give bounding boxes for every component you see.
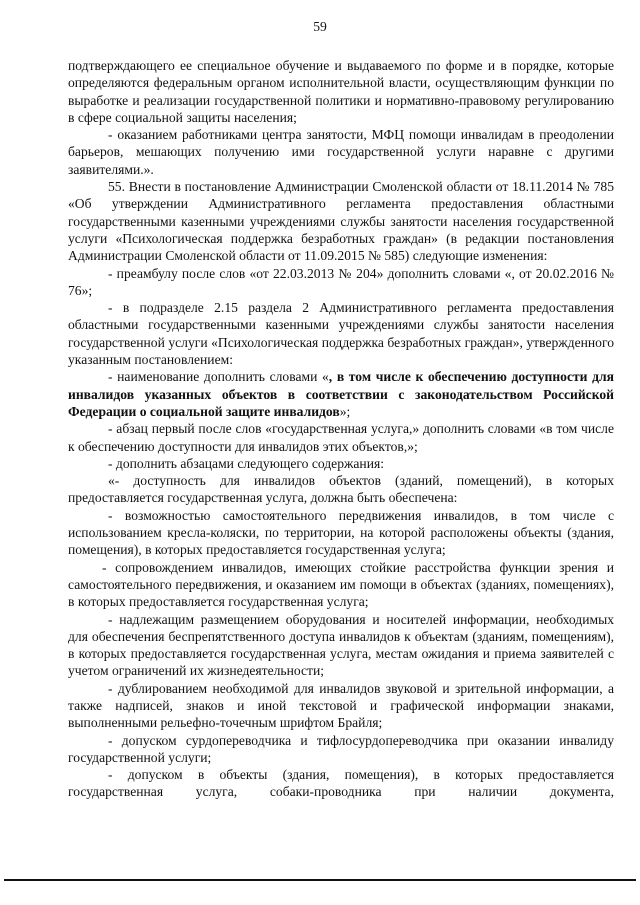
page-number: 59 xyxy=(313,19,327,34)
paragraph: - дублированием необходимой для инвалидов звуковой и зрительной информации, а также надписей, знаков и иной текстовой и графической информации знаками, выполненными рельефно-точечным шрифтом Брайля; xyxy=(68,680,614,731)
paragraph-prefix: - наименование дополнить словами « xyxy=(108,369,329,385)
paragraph: - в подразделе 2.15 раздела 2 Административного регламента предоставления областными государственными казенными учреждениями службы занятости населения государственной услуги «Психологическая поддержка безработных граждан», утвержденного указанным постановлением: xyxy=(68,300,614,368)
paragraph: - возможностью самостоятельного передвижения инвалидов, в том числе с использованием кресла-коляски, по территории, на которой расположены объекты (здания, помещения), в которых предоставляется государственная услуга; xyxy=(68,507,614,558)
paragraph: - дополнить абзацами следующего содержания: xyxy=(108,455,385,471)
paragraph: 55. Внести в постановление Администрации Смоленской области от 18.11.2014 № 785 «Об утверждении Административного регламента предоставления областными государственными казенными учреждениями службы занятости населения государственной услуги «Психологическая поддержка безработных граждан» (в редакции постановления Администрации Смоленской области от 11.09.2015 № 585) следующие изменения: xyxy=(68,179,614,264)
bottom-rule xyxy=(4,879,636,881)
paragraph: - допуском в объекты (здания, помещения), в которых предоставляется государственная услуга, собаки-проводника при наличии документа, xyxy=(68,767,614,800)
paragraph: - надлежащим размещением оборудования и носителей информации, необходимых для обеспечения беспрепятственного доступа инвалидов к объектам (зданиям, помещениям), в которых предоставляется государственная услуга, местам ожидания и приема заявителей с учетом ограничений их жизнедеятельности; xyxy=(68,611,614,679)
paragraph: - преамбулу после слов «от 22.03.2013 № 204» дополнить словами «, от 20.02.2016 № 76»; xyxy=(68,265,614,298)
paragraph: - допуском сурдопереводчика и тифлосурдопереводчика при оказании инвалиду государственной услуги; xyxy=(68,732,614,765)
paragraph-suffix: »; xyxy=(339,403,351,419)
paragraph: «- доступность для инвалидов объектов (зданий, помещений), в которых предоставляется государственная услуга, должна быть обеспечена: xyxy=(68,473,614,506)
document-body xyxy=(68,57,614,801)
bold-insertion: , в том числе к обеспечению доступности для инвалидов указанных объектов в соответствии с законодательством Российской Федерации о социальной защите инвалидов xyxy=(68,369,614,419)
paragraph: - абзац первый после слов «государственная услуга,» дополнить словами «в том числе к обеспечению доступности для инвалидов этих объектов,»; xyxy=(68,421,614,454)
paragraph: подтверждающего ее специальное обучение и выдаваемого по форме и в порядке, которые определяются федеральным органом исполнительной власти, осуществляющим функции по выработке и реализации государственной политики и нормативно-правовому регулированию в сфере социальной защиты населения; xyxy=(68,58,614,125)
paragraph-with-bold xyxy=(68,368,614,420)
paragraph: - оказанием работниками центра занятости, МФЦ помощи инвалидам в преодолении барьеров, мешающих получению ими государственной услуги наравне с другими заявителями.». xyxy=(68,127,614,177)
paragraph: - сопровождением инвалидов, имеющих стойкие расстройства функции зрения и самостоятельного передвижения, и оказанием им помощи в объектах (зданиях, помещениях), в которых предоставляется государственная услуга; xyxy=(68,559,614,610)
